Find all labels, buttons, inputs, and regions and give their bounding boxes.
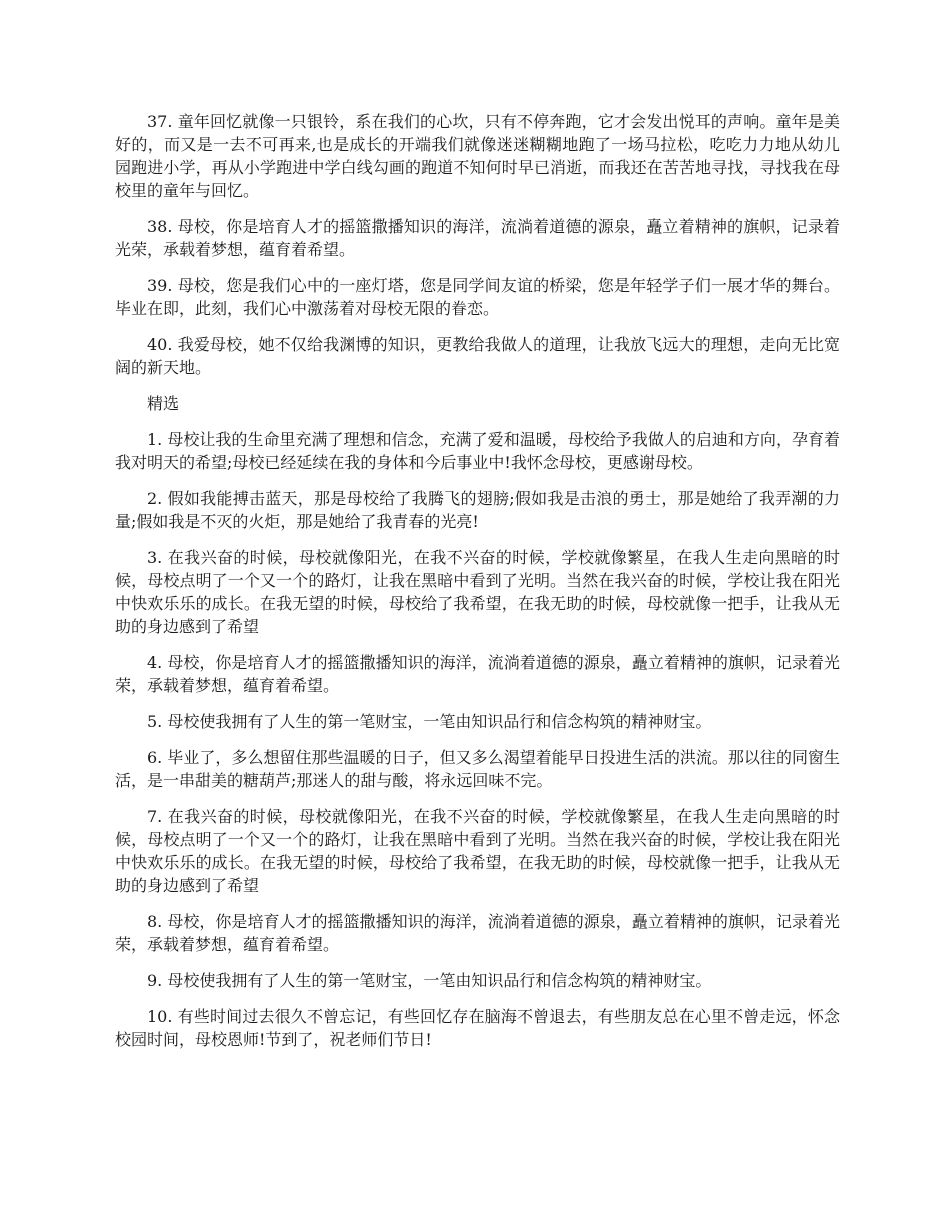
paragraph-9: 9. 母校使我拥有了人生的第一笔财宝，一笔由知识品行和信念构筑的精神财宝。: [147, 971, 712, 990]
paragraph-2: 2. 假如我能搏击蓝天，那是母校给了我腾飞的翅膀;假如我是击浪的勇士，那是她给了我弄潮的力量;假如我是不灭的火炬，那是她给了我青春的光亮!: [115, 489, 840, 531]
paragraph-6: 6. 毕业了，多么想留住那些温暖的日子，但又多么渴望着能早日投进生活的洪流。那以往的同窗生活，是一串甜美的糖葫芦;那迷人的甜与酸，将永远回味不完。: [115, 748, 840, 790]
paragraph-10: 10. 有些时间过去很久不曾忘记，有些回忆存在脑海不曾退去，有些朋友总在心里不曾走远，怀念校园时间，母校恩师!节到了，祝老师们节日!: [115, 1007, 840, 1049]
paragraph-5: 5. 母校使我拥有了人生的第一笔财宝，一笔由知识品行和信念构筑的精神财宝。: [147, 712, 712, 731]
paragraph-39: 39. 母校，您是我们心中的一座灯塔，您是同学间友谊的桥梁，您是年轻学子们一展才华的舞台。毕业在即，此刻，我们心中激荡着对母校无限的眷恋。: [115, 276, 840, 318]
paragraph-4: 4. 母校，你是培育人才的摇篮撒播知识的海洋，流淌着道德的源泉，矗立着精神的旗帜，记录着光荣，承载着梦想，蕴育着希望。: [115, 653, 840, 695]
paragraph-1: 1. 母校让我的生命里充满了理想和信念，充满了爱和温暖，母校给予我做人的启迪和方向，孕育着我对明天的希望;母校已经延续在我的身体和今后事业中!我怀念母校，更感谢母校。: [115, 430, 840, 472]
paragraph-3: 3. 在我兴奋的时候，母校就像阳光，在我不兴奋的时候，学校就像繁星，在我人生走向黑暗的时候，母校点明了一个又一个的路灯，让我在黑暗中看到了光明。当然在我兴奋的时候，学校让我在阳光中快欢乐乐的成长。在我无望的时候，母校给了我希望，在我无助的时候，母校就像一把手，让我从无助的身边感到了希望: [115, 548, 840, 636]
section-heading: 精选: [147, 394, 180, 413]
document-page: [115, 110, 840, 1064]
paragraph-38: 38. 母校，你是培育人才的摇篮撒播知识的海洋，流淌着道德的源泉，矗立着精神的旗帜，记录着光荣，承载着梦想，蕴育着希望。: [115, 217, 840, 259]
paragraph-40: 40. 我爱母校，她不仅给我渊博的知识，更教给我做人的道理，让我放飞远大的理想，走向无比宽阔的新天地。: [115, 335, 840, 377]
paragraph-37: 37. 童年回忆就像一只银铃，系在我们的心坎，只有不停奔跑，它才会发出悦耳的声响。童年是美好的，而又是一去不可再来,也是成长的开端我们就像迷迷糊糊地跑了一场马拉松，吃吃力力地从幼儿园跑进小学，再从小学跑进中学白线勾画的跑道不知何时早已消逝，而我还在苦苦地寻找，寻找我在母校里的童年与回忆。: [115, 112, 840, 200]
paragraph-7: 7. 在我兴奋的时候，母校就像阳光，在我不兴奋的时候，学校就像繁星，在我人生走向黑暗的时候，母校点明了一个又一个的路灯，让我在黑暗中看到了光明。当然在我兴奋的时候，学校让我在阳光中快欢乐乐的成长。在我无望的时候，母校给了我希望，在我无助的时候，母校就像一把手，让我从无助的身边感到了希望: [115, 807, 840, 895]
paragraph-8: 8. 母校，你是培育人才的摇篮撒播知识的海洋，流淌着道德的源泉，矗立着精神的旗帜，记录着光荣，承载着梦想，蕴育着希望。: [115, 912, 840, 954]
